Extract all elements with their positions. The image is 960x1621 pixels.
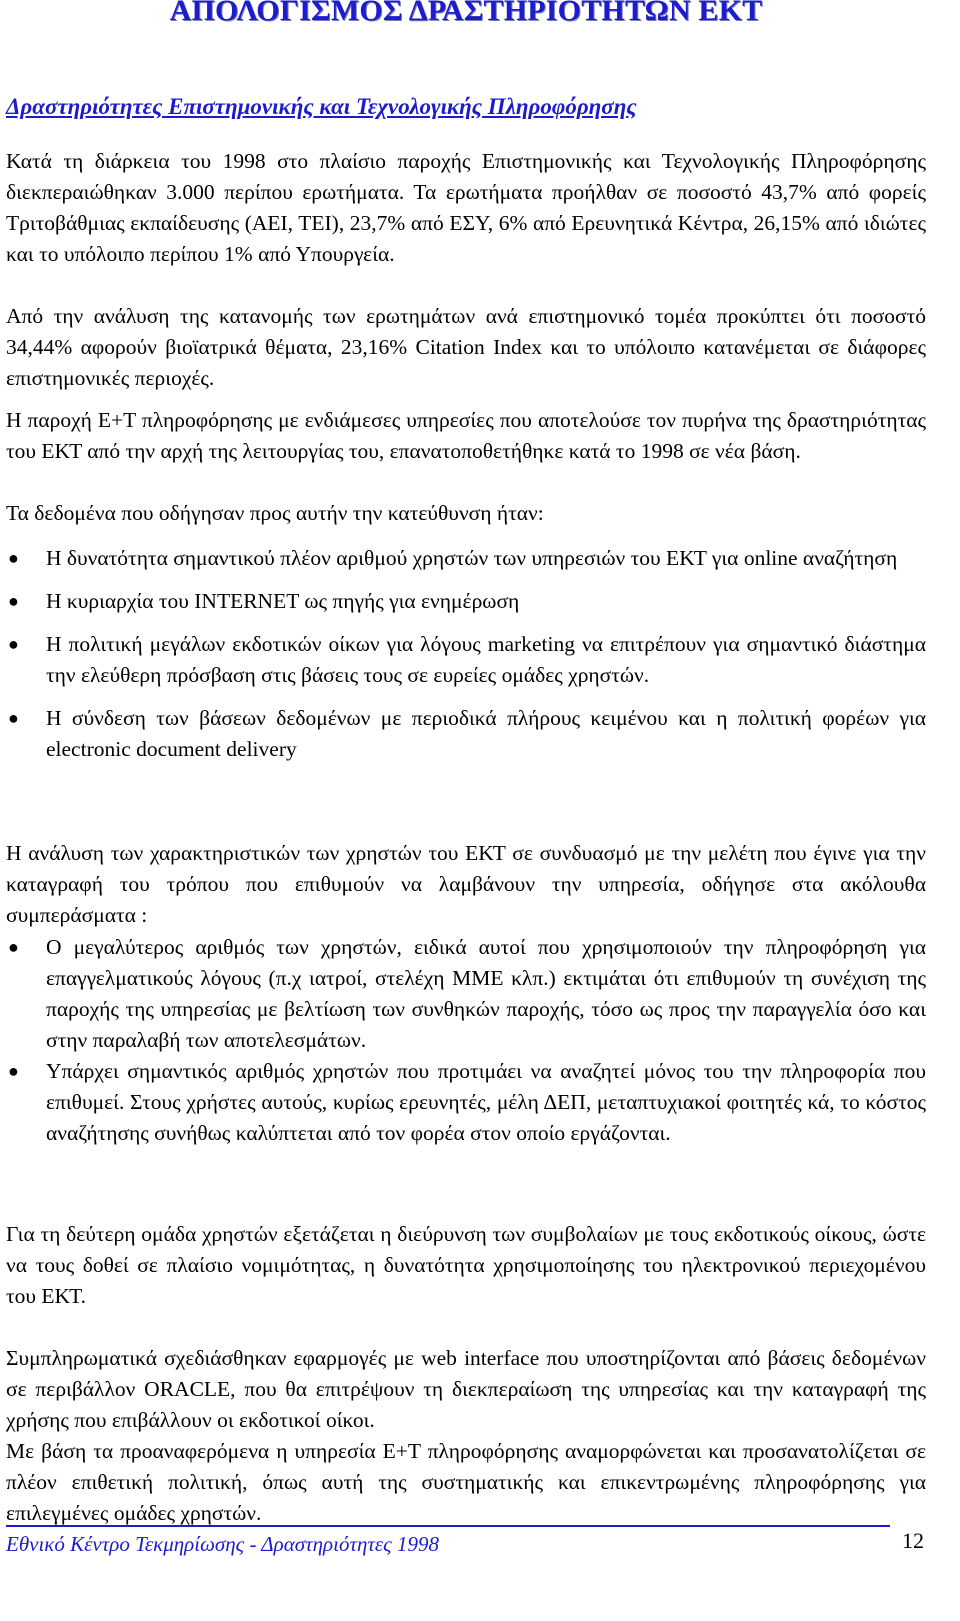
reasons-list xyxy=(6,543,926,765)
bullet-icon: ● xyxy=(8,634,19,654)
paragraph-queries-overview: Κατά τη διάρκεια του 1998 στο πλαίσιο παροχής Επιστημονικής και Τεχνολογικής Πληροφόρησης διεκπεραιώθηκαν 3.000 περίπου ερωτήματα. Τα ερωτήματα προήλθαν σε ποσοστό 43,7% από φορείς Τριτοβάθμιας εκπαίδευσης (ΑΕΙ, ΤΕΙ), 23,7% από ΕΣΥ, 6% από Ερευνητικά Κέντρα, 26,15% από ιδιώτες και το υπόλοιπο περίπου 1% από Υπουργεία. xyxy=(6,149,926,266)
list-item-text: Η πολιτική μεγάλων εκδοτικών οίκων για λόγους marketing να επιτρέπουν για σημαντικό διάστημα την ελεύθερη πρόσβαση στις βάσεις τους σε ευρείες ομάδες χρηστών. xyxy=(46,632,926,687)
bullet-icon: ● xyxy=(8,1061,19,1081)
list-item-text: Η κυριαρχία του INTERNET ως πηγής για ενημέρωση xyxy=(46,589,520,613)
paragraph-data-intro: Τα δεδομένα που οδήγησαν προς αυτήν την κατεύθυνση ήταν: xyxy=(6,501,544,525)
list-item xyxy=(6,543,926,574)
list-item-text: Η σύνδεση των βάσεων δεδομένων με περιοδικά πλήρους κειμένου και η πολιτική φορέων για electronic document delivery xyxy=(46,706,926,761)
paragraph-service-reform: Με βάση τα προαναφερόμενα η υπηρεσία Ε+Τ πληροφόρησης αναμορφώνεται και προσανατολίζεται σε πλέον επιθετική πολιτική, όπως αυτή της συστηματικής και επικεντρωμένης πληροφόρησης για επιλεγμένες ομάδες χρηστών. xyxy=(6,1439,926,1525)
paragraph-topic-distribution: Από την ανάλυση της κατανομής των ερωτημάτων ανά επιστημονικό τομέα προκύπτει ότι ποσοστό 34,44% αφορούν βιοϊατρικά θέματα, 23,16% Citation Index και το υπόλοιπο κατανέμεται σε διάφορες επιστημονικές περιοχές. xyxy=(6,304,926,390)
list-item xyxy=(6,629,926,691)
section-subtitle: Δραστηριότητες Επιστημονικής και Τεχνολογικής Πληροφόρησης xyxy=(6,94,637,119)
bullet-icon: ● xyxy=(8,548,19,568)
list-item xyxy=(6,586,926,617)
page-number: 12 xyxy=(902,1528,924,1553)
footer-text: Εθνικό Κέντρο Τεκμηρίωσης - Δραστηριότητες 1998 xyxy=(6,1532,439,1556)
paragraph-user-analysis: Η ανάλυση των χαρακτηριστικών των χρηστών του ΕΚΤ σε συνδυασμό με την μελέτη που έγινε για την καταγραφή του τρόπου που επιθυμούν να λαμβάνουν την υπηρεσία, οδήγησε στα ακόλουθα συμπεράσματα : xyxy=(6,841,926,927)
list-item xyxy=(6,703,926,765)
paragraph-web-applications: Συμπληρωματικά σχεδιάσθηκαν εφαρμογές με web interface που υποστηρίζονται από βάσεις δεδομένων σε περιβάλλον ORACLE, που θα επιτρέψουν τη διεκπεραίωση της υπηρεσίας και την καταγραφή της χρήσης που επιβάλλουν οι εκδοτικοί οίκοι. xyxy=(6,1346,926,1432)
bullet-icon: ● xyxy=(8,708,19,728)
paragraph-second-group: Για τη δεύτερη ομάδα χρηστών εξετάζεται η διεύρυνση των συμβολαίων με τους εκδοτικούς οίκους, ώστε να τους δοθεί σε πλαίσιο νομιμότητας, η δυνατότητα χρησιμοποίησης του ηλεκτρονικού περιεχομένου του ΕΚΤ. xyxy=(6,1222,926,1308)
conclusions-list xyxy=(6,932,926,1149)
footer-divider xyxy=(6,1525,890,1527)
list-item-text: Η δυνατότητα σημαντικού πλέον αριθμού χρηστών των υπηρεσιών του ΕΚΤ για online αναζήτηση xyxy=(46,546,898,570)
bullet-icon: ● xyxy=(8,591,19,611)
page-title: ΑΠΟΛΟΓΙΣΜΟΣ ΔΡΑΣΤΗΡΙΟΤΗΤΩΝ ΕΚΤ xyxy=(169,0,763,27)
list-item-text: Ο μεγαλύτερος αριθμός των χρηστών, ειδικά αυτοί που χρησιμοποιούν την πληροφόρηση για επαγγελματικούς λόγους (π.χ ιατροί, στελέχη ΜΜΕ κλπ.) εκτιμάται ότι επιθυμούν τη συνέχιση της παροχής της υπηρεσίας με βελτίωση των συνθηκών παροχής, τόσο ως προς την παραγγελία όσο και στην παραλαβή των αποτελεσμάτων. xyxy=(46,935,926,1052)
list-item xyxy=(6,932,926,1056)
list-item-text: Υπάρχει σημαντικός αριθμός χρηστών που προτιμάει να αναζητεί μόνος του την πληροφορία που επιθυμεί. Στους χρήστες αυτούς, κυρίως ερευνητές, μέλη ΔΕΠ, μεταπτυχιακοί φοιτητές κά, το κόστος αναζήτησης συνήθως καλύπτεται από τον φορέα στον οποίο εργάζονται. xyxy=(46,1059,926,1145)
paragraph-service-restructure: Η παροχή Ε+Τ πληροφόρησης με ενδιάμεσες υπηρεσίες που αποτελούσε τον πυρήνα της δραστηριότητας του ΕΚΤ από την αρχή της λειτουργίας του, επανατοποθετήθηκε κατά το 1998 σε νέα βάση. xyxy=(6,408,926,463)
bullet-icon: ● xyxy=(8,937,19,957)
list-item xyxy=(6,1056,926,1149)
